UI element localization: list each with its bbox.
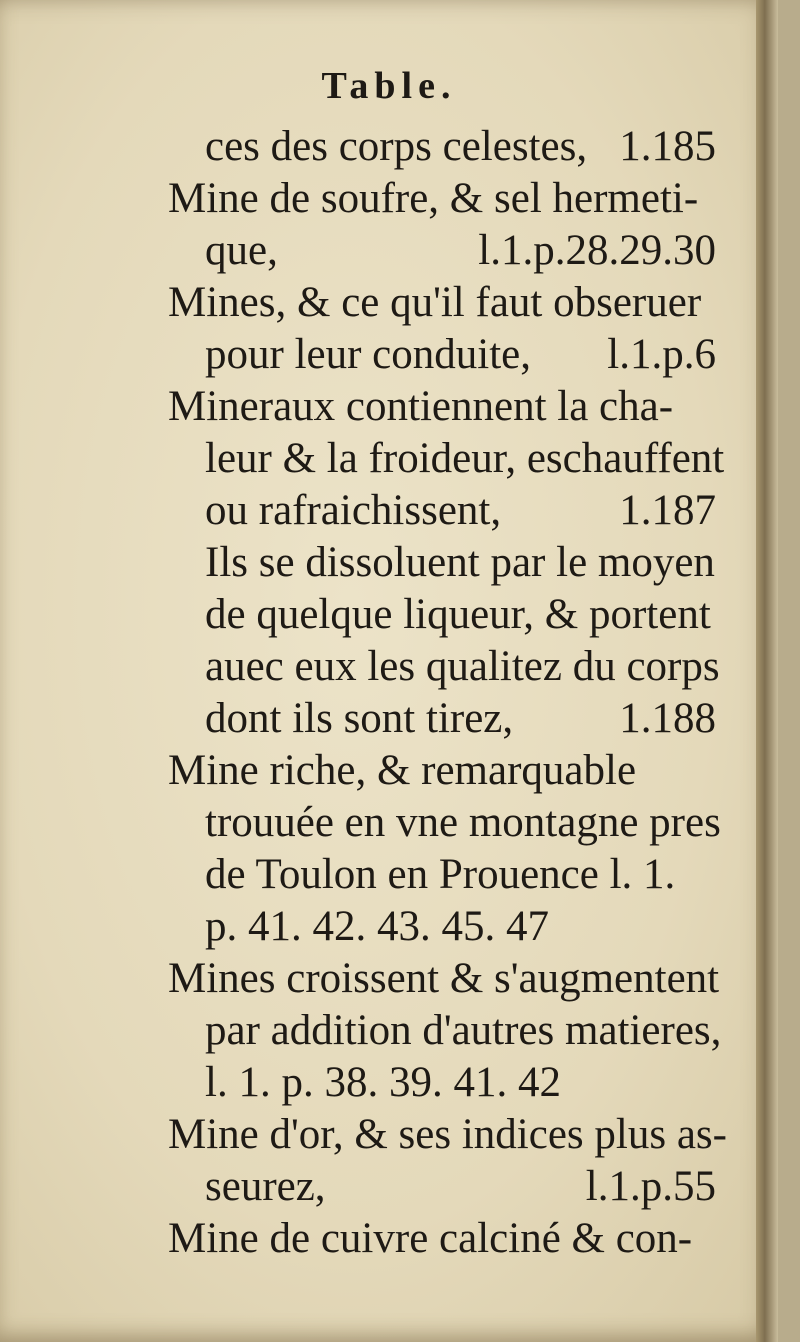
entry-line: leur & la froideur, eschauffent <box>205 435 725 482</box>
entry-line: seurez, <box>205 1163 326 1210</box>
entry-line: de Toulon en Prouence l. 1. <box>205 851 676 898</box>
entry-ref: 1.188 <box>619 695 716 742</box>
entry-line: dont ils sont tirez, <box>205 695 514 742</box>
entry-line: Mine de cuivre calciné & con- <box>168 1215 693 1262</box>
entry-line: de quelque liqueur, & portent <box>205 591 711 638</box>
entry-line: Mine d'or, & ses indices plus as- <box>168 1111 727 1158</box>
entry-line: Mine de soufre, & sel hermeti- <box>168 175 699 222</box>
entry-line: Ils se dissoluent par le moyen <box>205 539 715 586</box>
page-header: Table. <box>321 65 457 107</box>
entry-ref: l.1.p.28.29.30 <box>478 227 716 274</box>
entry-ref: l.1.p.6 <box>607 331 716 378</box>
page-edge <box>756 0 778 1342</box>
entry-line: l. 1. p. 38. 39. 41. 42 <box>205 1059 561 1106</box>
entry-line: Mines croissent & s'augmentent <box>168 955 720 1002</box>
entry-line: p. 41. 42. 43. 45. 47 <box>205 903 549 950</box>
entry-line: Mine riche, & remarquable <box>168 747 637 794</box>
entry-ref: 1.187 <box>619 487 716 534</box>
entry-line: ces des corps celestes, <box>205 123 588 170</box>
entry-ref: l.1.p.55 <box>585 1163 716 1210</box>
entry-line: pour leur conduite, <box>205 331 531 378</box>
entry-line: que, <box>205 227 278 274</box>
entry-line: par addition d'autres matieres, <box>205 1007 722 1054</box>
entry-line: Mines, & ce qu'il faut obseruer <box>168 279 702 326</box>
entry-line: ou rafraichissent, <box>205 487 502 534</box>
entry-ref: 1.185 <box>619 123 716 170</box>
entry-line: trouuée en vne montagne pres <box>205 799 721 846</box>
entry-line: Mineraux contiennent la cha- <box>168 383 674 430</box>
entry-line: auec eux les qualitez du corps <box>205 643 720 690</box>
